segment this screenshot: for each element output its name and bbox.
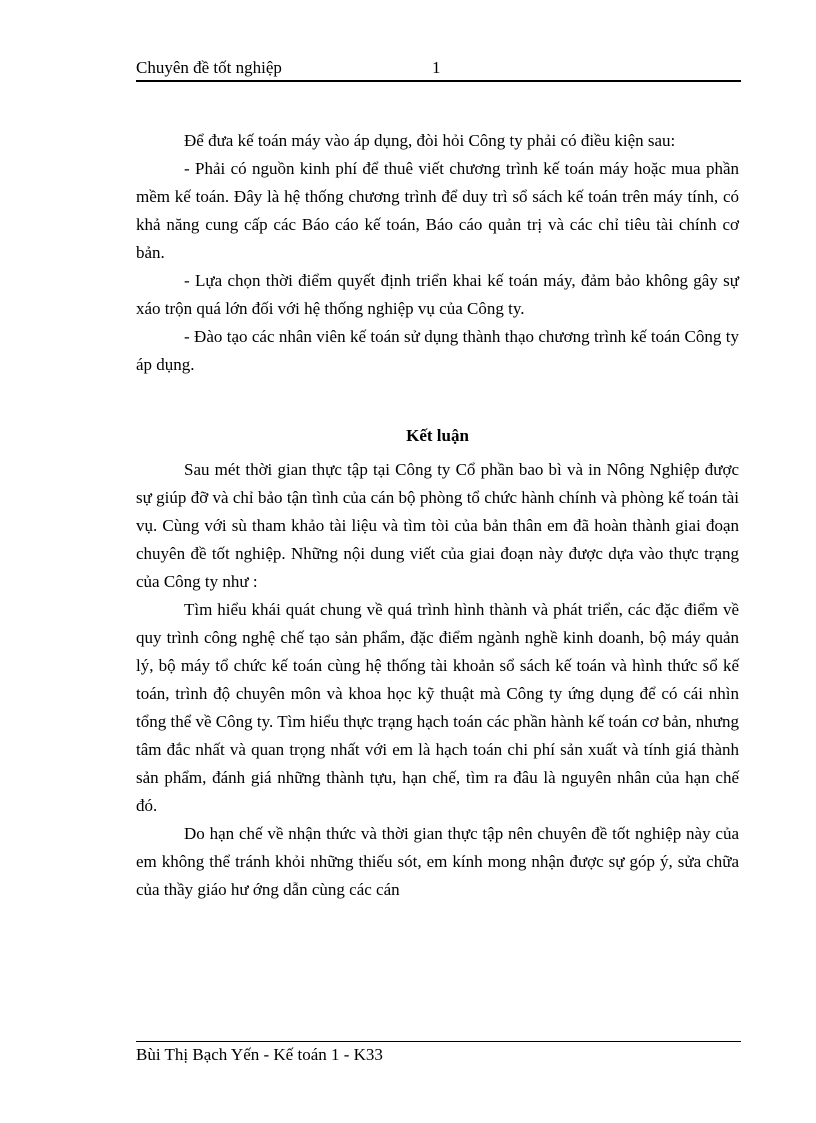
document-body bbox=[136, 127, 739, 904]
paragraph: - Lựa chọn thời điểm quyết định triển khai kế toán máy, đảm bảo không gây sự xáo trộn quá lớn đối với hệ thống nghiệp vụ của Công ty. bbox=[136, 271, 739, 318]
paragraph: Để đưa kế toán máy vào áp dụng, đòi hỏi Công ty phải có điều kiện sau: bbox=[184, 131, 676, 150]
paragraph: - Phải có nguồn kinh phí để thuê viết chương trình kế toán máy hoặc mua phần mềm kế toán. Đây là hệ thống chương trình để duy trì sổ sách kế toán trên máy tính, có khả năng cung cấp các Báo cáo kế toán, Báo cáo quản trị và các chỉ tiêu tài chính cơ bản. bbox=[136, 159, 739, 262]
paragraph: Sau mét thời gian thực tập tại Công ty Cổ phần bao bì và in Nông Nghiệp được sự giúp đỡ và chỉ bảo tận tình của cán bộ phòng tổ chức hành chính và phòng kế toán tài vụ. Cùng với sù tham khảo tài liệu và tìm tòi của bản thân em đã hoàn thành giai đoạn chuyên đề tốt nghiệp. Những nội dung viết của giai đoạn này được dựa vào thực trạng của Công ty như : bbox=[136, 460, 739, 591]
header-title: Chuyên đề tốt nghiệp bbox=[136, 58, 282, 77]
paragraph: Do hạn chế về nhận thức và thời gian thực tập nên chuyên đề tốt nghiệp này của em không thể tránh khỏi những thiếu sót, em kính mong nhận được sự góp ý, sửa chữa của thầy giáo hư ớng dẫn cùng các cán bbox=[136, 824, 739, 899]
paragraph: Tìm hiểu khái quát chung về quá trình hình thành và phát triển, các đặc điểm về quy trình công nghệ chế tạo sản phẩm, đặc điểm ngành nghề kinh doanh, bộ máy quản lý, bộ máy tổ chức kế toán cùng hệ thống tài khoản sổ sách kế toán và hình thức sổ kế toán, trình độ chuyên môn và khoa học kỹ thuật mà Công ty ứng dụng để có cái nhìn tổng thể về Công ty. Tìm hiểu thực trạng hạch toán các phần hành kế toán cơ bản, nhưng tâm đắc nhất và quan trọng nhất với em là hạch toán chi phí sản xuất và tính giá thành sản phẩm, đánh giá những thành tựu, hạn chế, tìm ra đâu là nguyên nhân của hạn chế đó. bbox=[136, 600, 739, 815]
page-footer: Bùi Thị Bạch Yến - Kế toán 1 - K33 bbox=[136, 1045, 383, 1064]
footer-divider bbox=[136, 1041, 741, 1042]
paragraph: - Đào tạo các nhân viên kế toán sử dụng thành thạo chương trình kế toán Công ty áp dụng. bbox=[136, 327, 739, 374]
page-header bbox=[136, 58, 741, 82]
conclusion-heading: Kết luận bbox=[406, 426, 469, 445]
page-number: 1 bbox=[432, 58, 441, 77]
